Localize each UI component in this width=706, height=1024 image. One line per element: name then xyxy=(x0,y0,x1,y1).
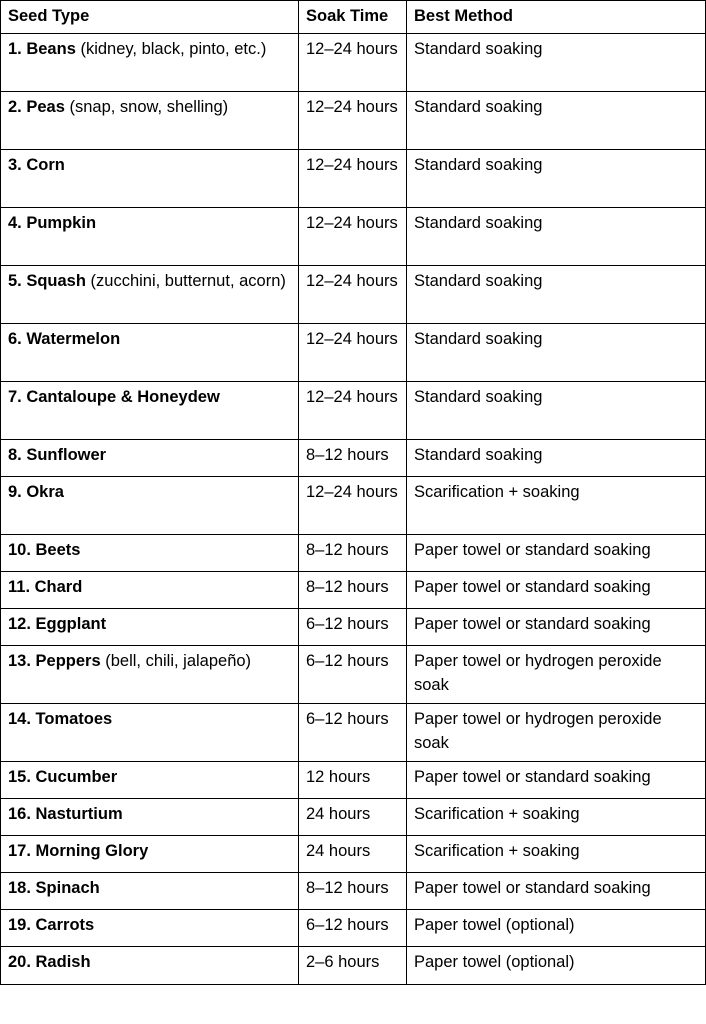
method-cell: Paper towel or standard soaking xyxy=(407,572,706,609)
soak-time-cell: 12–24 hours xyxy=(299,477,407,535)
seed-type-cell xyxy=(1,572,299,609)
soak-time-cell: 8–12 hours xyxy=(299,873,407,910)
soak-time-cell: 24 hours xyxy=(299,799,407,836)
method-cell: Paper towel (optional) xyxy=(407,947,706,985)
seed-type-cell xyxy=(1,150,299,208)
method-cell: Standard soaking xyxy=(407,150,706,208)
method-cell: Paper towel or standard soaking xyxy=(407,762,706,799)
method-cell: Scarification + soaking xyxy=(407,477,706,535)
table-row xyxy=(1,572,706,609)
soak-time-cell: 12–24 hours xyxy=(299,92,407,150)
seed-name: 18. Spinach xyxy=(8,879,100,897)
seed-name: 4. Pumpkin xyxy=(8,214,97,232)
table-row xyxy=(1,92,706,150)
table-row xyxy=(1,208,706,266)
header-best-method: Best Method xyxy=(407,1,706,34)
method-cell: Paper towel or standard soaking xyxy=(407,535,706,572)
soak-time-cell: 8–12 hours xyxy=(299,572,407,609)
table-row xyxy=(1,799,706,836)
seed-name: 12. Eggplant xyxy=(8,615,107,633)
header-row xyxy=(1,1,706,34)
table-row xyxy=(1,382,706,440)
table-row xyxy=(1,947,706,985)
seed-name: 20. Radish xyxy=(8,953,91,971)
soak-time-cell: 12–24 hours xyxy=(299,34,407,92)
seed-type-cell xyxy=(1,947,299,985)
seed-name: 5. Squash xyxy=(8,272,86,290)
table-row xyxy=(1,324,706,382)
seed-type-cell xyxy=(1,324,299,382)
method-cell: Standard soaking xyxy=(407,92,706,150)
seed-type-cell xyxy=(1,704,299,762)
table-row xyxy=(1,266,706,324)
method-cell: Scarification + soaking xyxy=(407,836,706,873)
seed-name: 13. Peppers xyxy=(8,652,101,670)
seed-type-cell xyxy=(1,799,299,836)
seed-name: 14. Tomatoes xyxy=(8,710,113,728)
seed-name: 3. Corn xyxy=(8,156,65,174)
header-soak-time: Soak Time xyxy=(299,1,407,34)
soak-time-cell: 12–24 hours xyxy=(299,150,407,208)
soak-time-cell: 2–6 hours xyxy=(299,947,407,985)
method-cell: Paper towel or standard soaking xyxy=(407,609,706,646)
method-cell: Standard soaking xyxy=(407,324,706,382)
soak-time-cell: 6–12 hours xyxy=(299,704,407,762)
seed-type-cell xyxy=(1,836,299,873)
seed-detail: (bell, chili, jalapeño) xyxy=(100,652,252,670)
method-cell: Standard soaking xyxy=(407,382,706,440)
soak-time-cell: 12–24 hours xyxy=(299,382,407,440)
header-seed-type: Seed Type xyxy=(1,1,299,34)
soak-time-cell: 6–12 hours xyxy=(299,609,407,646)
table-row xyxy=(1,836,706,873)
seed-name: 19. Carrots xyxy=(8,916,95,934)
seed-type-cell xyxy=(1,266,299,324)
table-row xyxy=(1,704,706,762)
seed-type-cell xyxy=(1,873,299,910)
table-row xyxy=(1,150,706,208)
seed-name: 15. Cucumber xyxy=(8,768,118,786)
table-row xyxy=(1,477,706,535)
seed-name: 7. Cantaloupe & Honeydew xyxy=(8,388,220,406)
table-row xyxy=(1,873,706,910)
soak-time-cell: 12–24 hours xyxy=(299,266,407,324)
method-cell: Paper towel or hydrogen peroxide soak xyxy=(407,704,706,762)
seed-name: 16. Nasturtium xyxy=(8,805,123,823)
seed-type-cell xyxy=(1,646,299,704)
seed-type-cell xyxy=(1,762,299,799)
table-row xyxy=(1,34,706,92)
soak-time-cell: 12–24 hours xyxy=(299,208,407,266)
seed-name: 11. Chard xyxy=(8,578,83,596)
seed-type-cell xyxy=(1,34,299,92)
table-row xyxy=(1,910,706,947)
table-row xyxy=(1,762,706,799)
seed-name: 2. Peas xyxy=(8,98,65,116)
soak-time-cell: 6–12 hours xyxy=(299,646,407,704)
soak-time-cell: 24 hours xyxy=(299,836,407,873)
seed-name: 6. Watermelon xyxy=(8,330,121,348)
method-cell: Standard soaking xyxy=(407,208,706,266)
seed-name: 8. Sunflower xyxy=(8,446,107,464)
seed-detail: (snap, snow, shelling) xyxy=(64,98,229,116)
method-cell: Standard soaking xyxy=(407,266,706,324)
table-row xyxy=(1,535,706,572)
seed-name: 1. Beans xyxy=(8,40,76,58)
seed-detail: (zucchini, butternut, acorn) xyxy=(85,272,286,290)
table-row xyxy=(1,440,706,477)
seed-name: 17. Morning Glory xyxy=(8,842,149,860)
table-row xyxy=(1,646,706,704)
method-cell: Standard soaking xyxy=(407,440,706,477)
soak-time-cell: 6–12 hours xyxy=(299,910,407,947)
method-cell: Standard soaking xyxy=(407,34,706,92)
seed-type-cell xyxy=(1,535,299,572)
seed-type-cell xyxy=(1,382,299,440)
seed-type-cell xyxy=(1,609,299,646)
seed-type-cell xyxy=(1,92,299,150)
soak-time-cell: 8–12 hours xyxy=(299,440,407,477)
soak-time-cell: 8–12 hours xyxy=(299,535,407,572)
seed-name: 10. Beets xyxy=(8,541,81,559)
soak-time-cell: 12–24 hours xyxy=(299,324,407,382)
seed-type-cell xyxy=(1,477,299,535)
seed-type-cell xyxy=(1,440,299,477)
seed-name: 9. Okra xyxy=(8,483,64,501)
seed-detail: (kidney, black, pinto, etc.) xyxy=(75,40,267,58)
table-row xyxy=(1,609,706,646)
method-cell: Scarification + soaking xyxy=(407,799,706,836)
method-cell: Paper towel (optional) xyxy=(407,910,706,947)
method-cell: Paper towel or standard soaking xyxy=(407,873,706,910)
method-cell: Paper towel or hydrogen peroxide soak xyxy=(407,646,706,704)
soak-time-cell: 12 hours xyxy=(299,762,407,799)
seed-type-cell xyxy=(1,910,299,947)
seed-type-cell xyxy=(1,208,299,266)
